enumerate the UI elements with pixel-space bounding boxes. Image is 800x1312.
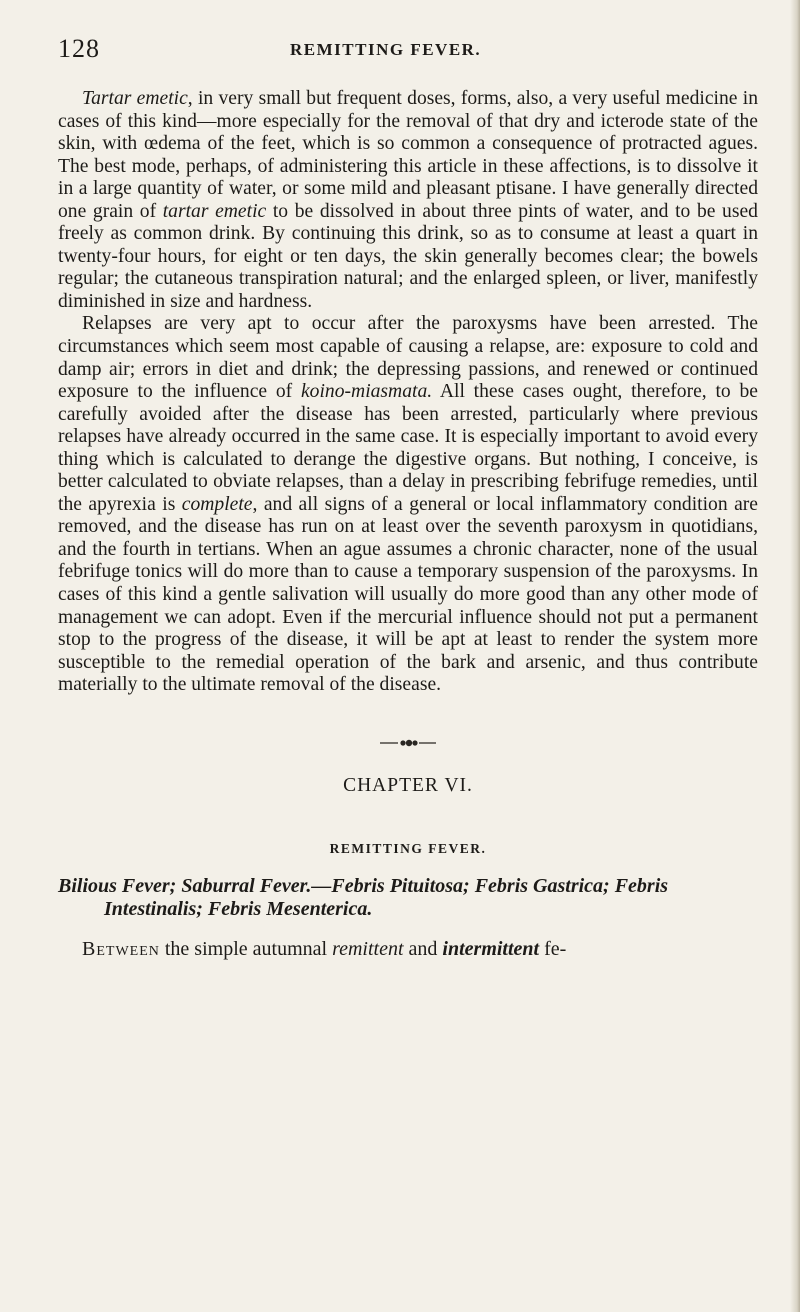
chapter-title: CHAPTER VI. [343,774,473,796]
term-intermittent: intermittent [442,937,540,960]
paragraph-relapses [58,313,758,696]
paragraph-text: , and all signs of a general or local inflammatory condition are removed, and the disease has run on at least over the seventh paroxysm in quotidians, and the fourth in tertians. When an ague assumes a chronic character, none of the usual febrifuge tonics will do more than to cause a temporary suspension of the paroxysms. In cases of this kind a gentle salivation will usually do more good than any other mode of management we can adopt. Even if the mercurial influence should not put a permanent stop to the progress of the disease, it will be apt at least to render the system more susceptible to the remedial operation of the bark and arsenic, and thus contribute materially to the ultimate removal of the disease. [58,493,758,696]
term-koino-miasmata: koino-miasmata. [300,381,433,403]
opening-text: fe- [539,937,567,960]
page-number: 128 [58,34,100,63]
opening-lead-word: Between [82,937,160,960]
term-tartar-emetic-2: tartar emetic [162,200,267,222]
running-head [58,34,758,68]
page-edge-shadow [790,0,800,1312]
paragraph-tartar-emetic [58,88,758,313]
paragraph-text: , in very small but frequent doses, forms, also, a very useful medicine in cases of this kind—more especially for the removal of that dry and icterode state of the skin, with œdema of the feet, which is so common a consequence of protracted agues. The best mode, perhaps, of administering this article in these affections, is to dissolve it in a large quantity of water, or some mild and pleasant ptisane. I have generally directed one grain of [58,88,759,222]
paragraph-text: to be dissolved in about three pints of water, and to be used freely as common drink. By continuing this drink, so as to consume at least a quart in twenty-four hours, for eight or ten days, the skin generally becomes clear; the bowels regular; the cutaneous transpiration natural; and the enlarged spleen, or liver, manifestly diminished in size and hardness. [58,200,758,312]
book-page [58,34,758,981]
section-ornament [58,737,758,755]
opening-text: the simple autumnal [159,937,333,960]
chapter-synonyms: Bilious Fever; Saburral Fever.—Febris Pituitosa; Febris Gastrica; Febris Intestinalis; Febris Mesenterica. [58,874,669,920]
running-title: REMITTING FEVER. [290,40,482,59]
paragraph-text: Relapses are very apt to occur after the paroxysms have been arrested. The circumstances which seem most capable of causing a relapse, are: exposure to cold and damp air; errors in diet and drink; the depressing passions, and renewed or continued exposure to the influence of [58,313,758,403]
term-remittent: remittent [332,937,404,960]
opening-text: and [403,937,443,960]
chapter-opening-line [58,937,758,961]
paragraph-text: All these cases ought, therefore, to be carefully avoided after the disease has been arrested, particularly where previous relapses have already occurred in the same case. It is especially important to avoid every thing which is calculated to derange the digestive organs. But nothing, I conceive, is better calculated to obviate relapses, than a delay in prescribing febrifuge remedies, until the apyrexia is [58,381,758,515]
ornament-icon [378,737,438,749]
chapter-subtitle: REMITTING FEVER. [329,840,487,856]
term-complete: complete [181,493,253,515]
term-tartar-emetic: Tartar emetic [82,88,188,109]
